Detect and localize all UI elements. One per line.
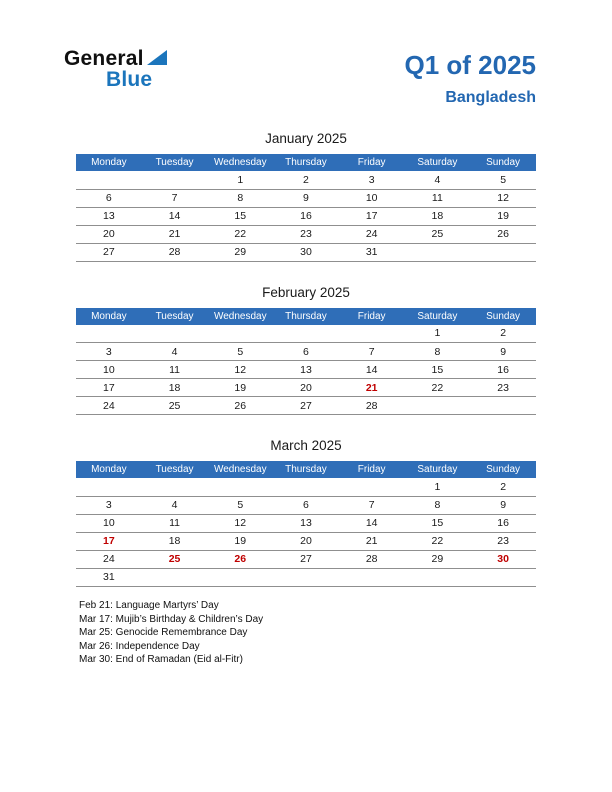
- week-row: [76, 550, 536, 568]
- day-cell: 14: [142, 207, 208, 225]
- day-cell: 24: [76, 397, 142, 415]
- empty-day-cell: [273, 478, 339, 496]
- month-table: [76, 308, 536, 416]
- holiday-notes: [79, 599, 263, 667]
- day-cell: 9: [470, 343, 536, 361]
- weekday-header: Thursday: [273, 461, 339, 478]
- day-cell: 18: [405, 207, 471, 225]
- weekday-header-row: [76, 308, 536, 325]
- day-cell: 27: [273, 397, 339, 415]
- holiday-note: Mar 30: End of Ramadan (Eid al-Fitr): [79, 654, 243, 665]
- day-cell: 30: [273, 243, 339, 261]
- day-cell: 1: [207, 171, 273, 189]
- quarter-title: Q1 of 2025: [404, 50, 536, 80]
- empty-day-cell: [207, 325, 273, 343]
- holiday-note: Feb 21: Language Martyrs’ Day: [79, 600, 219, 611]
- weekday-header: Monday: [76, 461, 142, 478]
- day-cell: 22: [405, 379, 471, 397]
- weekday-header: Monday: [76, 154, 142, 171]
- day-cell: 30: [470, 550, 536, 568]
- day-cell: 1: [405, 478, 471, 496]
- day-cell: 6: [273, 343, 339, 361]
- weekday-header: Saturday: [405, 308, 471, 325]
- week-row: [76, 189, 536, 207]
- day-cell: 24: [76, 550, 142, 568]
- day-cell: 10: [339, 189, 405, 207]
- day-cell: 13: [76, 207, 142, 225]
- month-title: January 2025: [265, 131, 347, 146]
- week-row: [76, 325, 536, 343]
- day-cell: 19: [207, 379, 273, 397]
- weekday-header: Sunday: [470, 308, 536, 325]
- day-cell: 21: [339, 379, 405, 397]
- day-cell: 13: [273, 361, 339, 379]
- day-cell: 6: [273, 496, 339, 514]
- day-cell: 10: [76, 361, 142, 379]
- day-cell: 3: [76, 343, 142, 361]
- day-cell: 14: [339, 361, 405, 379]
- weekday-header: Wednesday: [207, 461, 273, 478]
- day-cell: 9: [273, 189, 339, 207]
- week-row: [76, 243, 536, 261]
- month-title: March 2025: [270, 438, 342, 453]
- day-cell: 31: [339, 243, 405, 261]
- day-cell: 22: [405, 532, 471, 550]
- day-cell: 19: [207, 532, 273, 550]
- day-cell: 17: [339, 207, 405, 225]
- day-cell: 12: [470, 189, 536, 207]
- day-cell: 16: [470, 361, 536, 379]
- empty-day-cell: [142, 171, 208, 189]
- week-row: [76, 379, 536, 397]
- weekday-header: Sunday: [470, 461, 536, 478]
- day-cell: 31: [76, 568, 142, 586]
- logo-text-blue: Blue: [106, 68, 153, 91]
- day-cell: 2: [470, 325, 536, 343]
- day-cell: 22: [207, 225, 273, 243]
- day-cell: 23: [470, 379, 536, 397]
- day-cell: 19: [470, 207, 536, 225]
- day-cell: 20: [76, 225, 142, 243]
- day-cell: 26: [207, 550, 273, 568]
- empty-day-cell: [142, 478, 208, 496]
- empty-day-cell: [470, 397, 536, 415]
- month-january: [76, 131, 536, 262]
- general-blue-logo: [64, 48, 167, 90]
- day-cell: 28: [339, 550, 405, 568]
- week-row: [76, 532, 536, 550]
- day-cell: 26: [470, 225, 536, 243]
- weekday-header: Tuesday: [142, 154, 208, 171]
- calendar-grid-january: [76, 154, 536, 262]
- week-row: [76, 514, 536, 532]
- empty-day-cell: [339, 568, 405, 586]
- day-cell: 8: [207, 189, 273, 207]
- day-cell: 25: [405, 225, 471, 243]
- day-cell: 2: [273, 171, 339, 189]
- month-title: February 2025: [262, 284, 350, 300]
- weekday-header: Tuesday: [142, 308, 208, 325]
- day-cell: 9: [470, 496, 536, 514]
- title-block: [404, 50, 536, 107]
- day-cell: 17: [76, 379, 142, 397]
- holiday-note: Mar 25: Genocide Remembrance Day: [79, 627, 248, 638]
- day-cell: 16: [470, 514, 536, 532]
- weekday-header: Friday: [339, 308, 405, 325]
- day-cell: 7: [339, 343, 405, 361]
- day-cell: 18: [142, 379, 208, 397]
- month-table: [76, 461, 536, 587]
- week-row: [76, 361, 536, 379]
- day-cell: 7: [339, 496, 405, 514]
- day-cell: 6: [76, 189, 142, 207]
- day-cell: 21: [142, 225, 208, 243]
- weekday-header: Wednesday: [207, 308, 273, 325]
- day-cell: 29: [207, 243, 273, 261]
- day-cell: 23: [470, 532, 536, 550]
- empty-day-cell: [76, 325, 142, 343]
- day-cell: 2: [470, 478, 536, 496]
- day-cell: 11: [142, 361, 208, 379]
- day-cell: 5: [207, 343, 273, 361]
- day-cell: 15: [405, 361, 471, 379]
- day-cell: 11: [405, 189, 471, 207]
- day-cell: 10: [76, 514, 142, 532]
- weekday-header: Sunday: [470, 154, 536, 171]
- day-cell: 4: [405, 171, 471, 189]
- weekday-header: Friday: [339, 154, 405, 171]
- weekday-header: Saturday: [405, 461, 471, 478]
- day-cell: 20: [273, 532, 339, 550]
- day-cell: 18: [142, 532, 208, 550]
- day-cell: 24: [339, 225, 405, 243]
- country-subtitle: Bangladesh: [445, 89, 536, 106]
- empty-day-cell: [207, 478, 273, 496]
- day-cell: 8: [405, 343, 471, 361]
- day-cell: 7: [142, 189, 208, 207]
- day-cell: 12: [207, 361, 273, 379]
- day-cell: 17: [76, 532, 142, 550]
- month-table: [76, 154, 536, 262]
- sail-icon: [147, 50, 167, 69]
- calendar-grid-march: [76, 461, 536, 587]
- day-cell: 20: [273, 379, 339, 397]
- weekday-header: Tuesday: [142, 461, 208, 478]
- day-cell: 14: [339, 514, 405, 532]
- empty-day-cell: [273, 325, 339, 343]
- calendar-grid-february: [76, 308, 536, 416]
- month-march: [76, 438, 536, 587]
- weekday-header: Saturday: [405, 154, 471, 171]
- month-february: [76, 285, 536, 416]
- day-cell: 4: [142, 496, 208, 514]
- weekday-header: Friday: [339, 461, 405, 478]
- empty-day-cell: [142, 568, 208, 586]
- day-cell: 21: [339, 532, 405, 550]
- week-row: [76, 478, 536, 496]
- day-cell: 3: [339, 171, 405, 189]
- day-cell: 13: [273, 514, 339, 532]
- empty-day-cell: [405, 568, 471, 586]
- day-cell: 28: [142, 243, 208, 261]
- day-cell: 26: [207, 397, 273, 415]
- empty-day-cell: [207, 568, 273, 586]
- day-cell: 25: [142, 550, 208, 568]
- empty-day-cell: [76, 478, 142, 496]
- day-cell: 1: [405, 325, 471, 343]
- week-row: [76, 397, 536, 415]
- weekday-header: Thursday: [273, 154, 339, 171]
- week-row: [76, 225, 536, 243]
- day-cell: 23: [273, 225, 339, 243]
- weekday-header: Thursday: [273, 308, 339, 325]
- holiday-note: Mar 26: Independence Day: [79, 640, 200, 652]
- weekday-header: Wednesday: [207, 154, 273, 171]
- empty-day-cell: [76, 171, 142, 189]
- week-row: [76, 171, 536, 189]
- empty-day-cell: [142, 325, 208, 343]
- day-cell: 4: [142, 343, 208, 361]
- day-cell: 3: [76, 496, 142, 514]
- weekday-header: Monday: [76, 308, 142, 325]
- day-cell: 27: [273, 550, 339, 568]
- day-cell: 15: [207, 207, 273, 225]
- day-cell: 29: [405, 550, 471, 568]
- day-cell: 5: [470, 171, 536, 189]
- months-container: [76, 131, 536, 610]
- empty-day-cell: [470, 568, 536, 586]
- weekday-header-row: [76, 461, 536, 478]
- day-cell: 12: [207, 514, 273, 532]
- day-cell: 15: [405, 514, 471, 532]
- weekday-header-row: [76, 154, 536, 171]
- day-cell: 25: [142, 397, 208, 415]
- empty-day-cell: [470, 243, 536, 261]
- empty-day-cell: [405, 397, 471, 415]
- empty-day-cell: [339, 325, 405, 343]
- day-cell: 28: [339, 397, 405, 415]
- empty-day-cell: [339, 478, 405, 496]
- week-row: [76, 343, 536, 361]
- empty-day-cell: [273, 568, 339, 586]
- day-cell: 27: [76, 243, 142, 261]
- day-cell: 5: [207, 496, 273, 514]
- week-row: [76, 496, 536, 514]
- week-row: [76, 568, 536, 586]
- day-cell: 8: [405, 496, 471, 514]
- holiday-note: Mar 17: Mujib’s Birthday & Children’s Day: [79, 613, 264, 625]
- day-cell: 16: [273, 207, 339, 225]
- empty-day-cell: [405, 243, 471, 261]
- logo-text-general: General: [64, 47, 144, 70]
- day-cell: 11: [142, 514, 208, 532]
- week-row: [76, 207, 536, 225]
